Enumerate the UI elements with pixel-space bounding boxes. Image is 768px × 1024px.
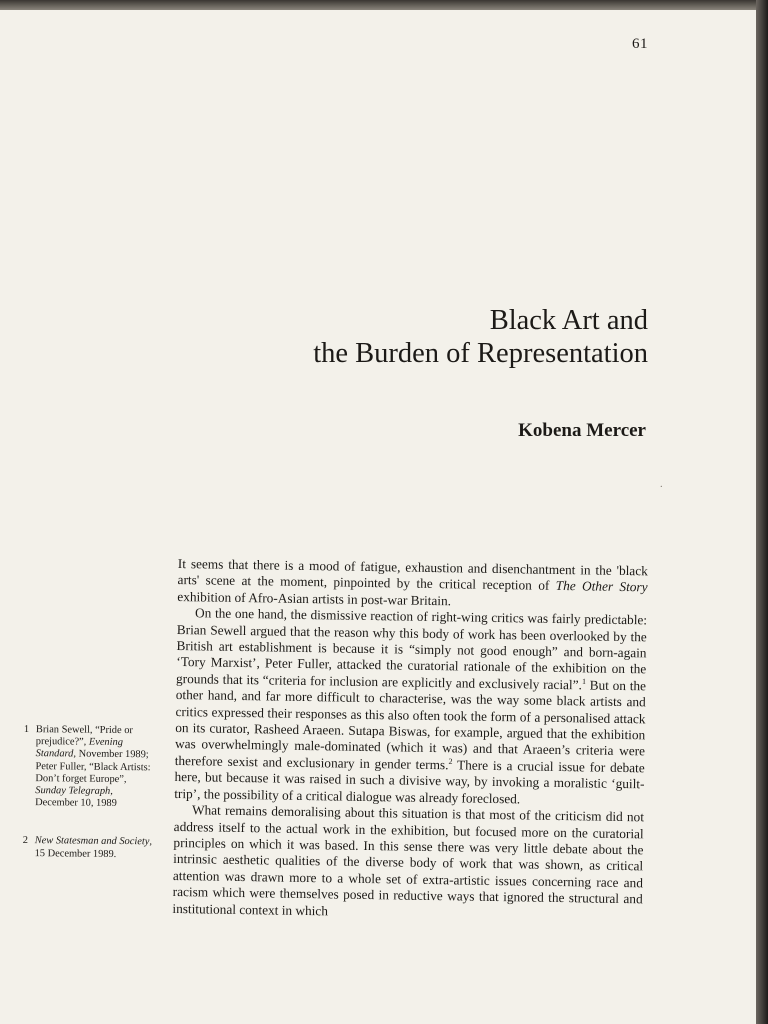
article-title [313,304,648,370]
paragraph-2-text-b: But on the other hand, and far more difficult to characterise, was the way some black artists and critics expressed their responses as this also often took the form of a personalised attack on its curator, Rasheed Araeen. Sutapa Biswas, for example, argued that the exhibition was overwhelmingly male-dominated (which it was) and that Araeen’s criteria were therefore sexist and exclusionary in gender terms. [174,677,647,773]
author-name: Kobena Mercer [518,420,646,441]
title-line-2: the Burden of Representation [313,338,648,369]
footnote-2-source: New Statesman and Society [34,835,150,848]
paragraph-2 [174,605,647,809]
paragraph-1-text-c: exhibition of Afro-Asian artists in post-war Britain. [177,588,452,609]
footnote-text [35,724,151,809]
footnotes-margin [22,724,156,887]
footnote-ref-2: 2 [448,756,453,766]
footnote-number: 2 [22,835,29,847]
book-page [0,8,756,1024]
scan-right-edge [756,0,768,1024]
footnote-ref-1: 1 [581,676,587,686]
exhibition-title: The Other Story [555,578,648,595]
article-body [172,556,648,924]
footnote-1 [23,724,156,811]
footnote-1-source-1: Evening Standard [35,736,123,760]
footnote-1-part-2: , November 1989; Peter Fuller, “Black Artists: Don’t forget Europe”, [35,748,151,785]
footnote-1-part-3: , December 10, 1989 [35,785,117,810]
page-number: 61 [632,36,648,52]
page-speck: · [659,482,663,493]
title-line-1: Black Art and [489,305,648,336]
footnote-number: 1 [23,724,30,736]
footnote-1-source-2: Sunday Telegraph [35,785,111,797]
paragraph-1-text-a: It seems that there is a mood of fatigue, exhaustion and disenchantment in the 'black arts' scene at the moment, pinpointed by the critical reception of [177,556,648,594]
paragraph-3: What remains demoralising about this situation is that most of the criticism did not address itself to the actual work in the exhibition, but focused more on the curatorial principles on which it was based. In this sense there was very little debate about the intrinsic aesthetic qualities of the diverse body of work that was shown, as critical attention was drawn more to a whole set of extra-artistic issues concerning race and racism which were themselves posed in reductive ways that ignored the structural and institutional context in which [172,802,645,918]
paragraph-2-text-a: On the one hand, the dismissive reaction of right-wing critics was fairly predictable: Brian Sewell argued that the reason why this body of work has been overlooked by the British art establishment is because it is “simply not good enough” and born-again ‘Tory Marxist’, Peter Fuller, attacked the curatorial rationale of the exhibition on the grounds that its “criteria for inclusion are explicitly and exclusively racial”. [175,605,648,693]
footnote-1-part-1: Brian Sewell, “Pride or prejudice?”, [35,724,133,748]
scan-top-edge [0,0,768,10]
paragraph-1 [177,556,648,613]
footnote-text [35,836,152,860]
footnote-2-part-1: , 15 December 1989. [34,836,153,860]
paragraph-2-text-c: There is a crucial issue for debate here, but because it was raised in such a divisive way, by invoking a moralistic ‘guilt-trip’, the possibility of a critical dialogue was already foreclosed. [174,757,645,807]
footnote-2 [23,835,155,861]
